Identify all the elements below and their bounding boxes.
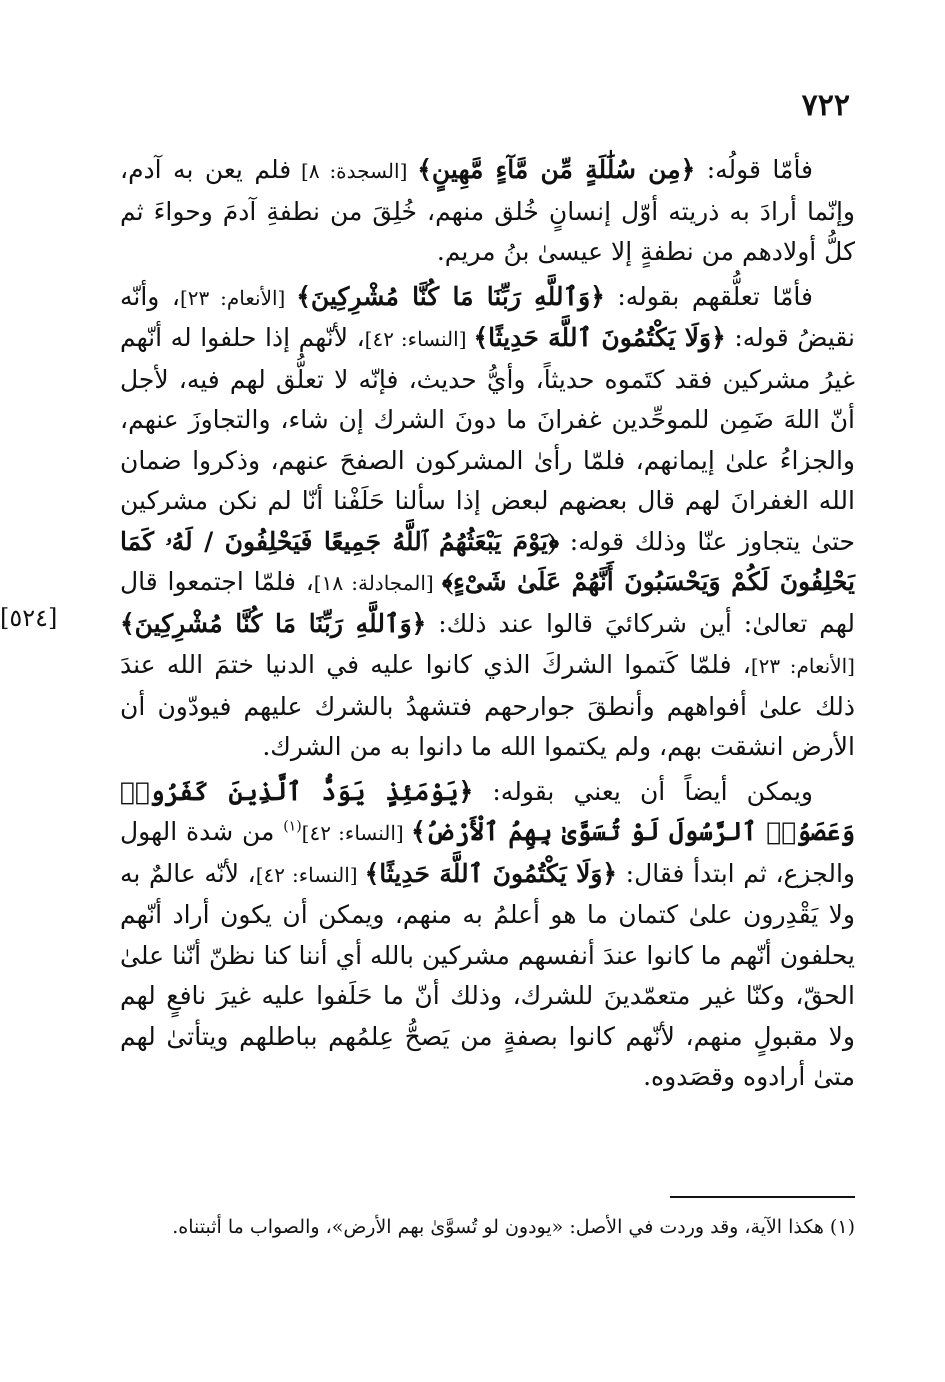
quran-verse: ﴿مِن سُلَٰلَةٍ مِّن مَّآءٍ مَّهِينٍ﴾ bbox=[417, 155, 696, 184]
paragraph-text: فلم يعن به آدم، وإنّما أرادَ به ذريته أوّل إنسانٍ خُلق منهم، خُلِقَ من نطفةِ آدمَ وحواءَ ثم كلُّ أولادهم من نطفةٍ إلا عيسىٰ بنُ مريم. bbox=[120, 155, 855, 266]
paragraph-text: ويمكن أيضاً أن يعني بقوله: bbox=[473, 776, 813, 806]
paragraph-text: ، لأنّه عالمٌ به ولا يَقْدِرون علىٰ كتمان ما هو أعلمُ به منهم، ويمكن أن يكون أراد أنّهم يحلفون أنّهم ما كانوا عندَ أنفسهم مشركين بالله أي أننا كنا نظنّ أنّنا علىٰ الحقّ، وكنّا غير متعمّدينَ للشرك، وذلك أنّ ما حَلَفوا عليه غيرَ نافعٍ لهم ولا مقبولٍ منهم، لأنّهم كانوا بصفةٍ من يَصحُّ عِلمُهم بباطلهم ويتأتىٰ لهم متىٰ أرادوه وقصَدوه. bbox=[120, 858, 855, 1091]
verse-citation: [النساء: ٤٢] bbox=[301, 821, 411, 845]
paragraph-text: ، فلمّا اجتمعوا قال لهم تعالىٰ: أين شركائيَ قالوا عند ذلك: bbox=[120, 567, 856, 638]
quran-verse: ﴿وَلَا يَكْتُمُونَ ٱللَّهَ حَدِيثًا﴾ bbox=[473, 323, 726, 352]
verse-citation: [المجادلة: ١٨] bbox=[313, 571, 442, 595]
verse-citation: [النساء: ٤٢] bbox=[255, 862, 365, 887]
paragraph-text: فأمّا قولُه: bbox=[695, 155, 814, 184]
footnote-separator bbox=[670, 1196, 855, 1198]
quran-verse: ﴿وَٱللَّهِ رَبِّنَا مَا كُنَّا مُشْرِكِينَ﴾ bbox=[120, 608, 427, 638]
quran-verse: ﴿يَوْمَ يَبْعَثُهُمُ ٱللَّهُ جَمِيعًا فَيَحْلِفُونَ / لَهُۥ كَمَا يَحْلِفُونَ لَكُمْ وَيَحْسَبُونَ أَنَّهُمْ عَلَىٰ شَىْءٍ﴾ bbox=[120, 526, 855, 596]
quran-verse: ﴿يَوْمَئِذٍ يَوَدُّ ٱلَّذِينَ كَفَرُوا۟ وَعَصَوُا۟ ٱلرَّسُولَ لَوْ تُسَوَّىٰ بِهِمُ ٱلْأَرْضُ﴾ bbox=[120, 776, 856, 846]
page-number: ٧٢٢ bbox=[801, 88, 850, 123]
paragraph-text: ، لأنّهم إذا حلفوا له أنّهم غيرُ مشركين فقد كتَموه حديثاً، وأيُّ حديث، فإنّه لا تعلُّق لهم فيه، لأجل أنّ اللهَ ضَمِن للموحِّدين غفرانَ ما دونَ الشرك إن شاء، والتجاوزَ عنهم، والجزاءُ علىٰ إيمانهم، فلمّا رأىٰ المشركون الصفحَ عنهم، وذكروا ضمان الله الغفرانَ لهم قال بعضهم لبعض إذا سألنا حَلَفْنا أنّا لم نكن مشركين حتىٰ يتجاوز عنّا وذلك قوله: bbox=[120, 323, 855, 556]
paragraph-text: ، وأنّه نقيضُ قوله: bbox=[120, 281, 856, 352]
paragraph-text: ، فلمّا كَتموا الشركَ الذي كانوا عليه في الدنيا ختمَ الله عندَ ذلك علىٰ أفواههم وأنطقَ جوارحهم فتشهدُ بالشرك عليهم فيودّون أن الأرض انشقت بهم، ولم يكتموا الله ما دانوا به من الشرك. bbox=[120, 650, 855, 761]
footnote-reference: (١) bbox=[283, 818, 302, 835]
verse-citation: [السجدة: ٨] bbox=[291, 159, 418, 183]
paragraph-text: فأمّا تعلُّقهم بقوله: bbox=[604, 281, 814, 311]
paragraph-text: من شدة الهول والجزع، ثم ابتدأ فقال: bbox=[120, 817, 855, 888]
paragraph bbox=[120, 150, 855, 273]
original-page-marker: [٥٢٤] bbox=[0, 604, 58, 632]
paragraph bbox=[120, 277, 855, 768]
verse-citation: [النساء: ٤٢] bbox=[364, 327, 474, 351]
quran-verse: ﴿وَٱللَّهِ رَبِّنَا مَا كُنَّا مُشْرِكِينَ﴾ bbox=[296, 281, 605, 311]
quran-verse: ﴿وَلَا يَكْتُمُونَ ٱللَّهَ حَدِيثًا﴾ bbox=[364, 858, 618, 888]
verse-citation: [الأنعام: ٢٣] bbox=[179, 285, 297, 310]
paragraph bbox=[120, 772, 855, 1098]
body-text bbox=[120, 150, 855, 1102]
footnote: (١) هكذا الآية، وقد وردت في الأصل: «يودون لو تُسوَّىٰ بهم الأرض»، والصواب ما أثبتناه. bbox=[172, 1216, 855, 1238]
verse-citation: [الأنعام: ٢٣] bbox=[750, 654, 855, 678]
